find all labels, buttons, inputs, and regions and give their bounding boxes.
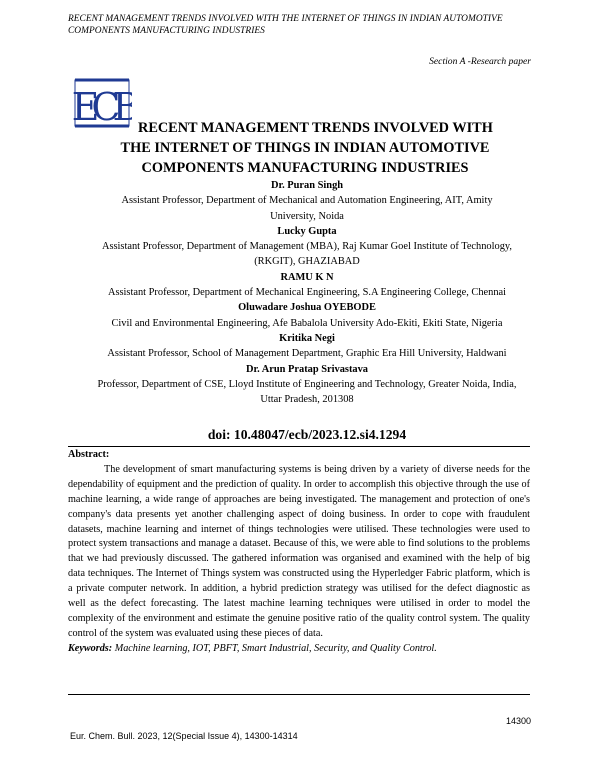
paper-title: [60, 118, 550, 178]
author-list: [60, 178, 554, 407]
author-affiliation: Assistant Professor, Department of Mechanical Engineering, S.A Engineering College, Chennai: [107, 287, 507, 299]
abstract-heading: Abstract:: [68, 449, 110, 460]
abstract-top-rule: [68, 446, 530, 447]
author-affiliation: Assistant Professor, Department of Mechanical and Automation Engineering, AIT, Amity University, Noida: [121, 195, 493, 222]
author-name: Kritika Negi: [279, 332, 335, 344]
page-number: 14300: [505, 716, 531, 726]
title-line-1: RECENT MANAGEMENT TRENDS INVOLVED WITH: [138, 120, 493, 136]
section-label: Section A -Research paper: [429, 56, 531, 67]
author-name: Dr. Arun Pratap Srivastava: [246, 363, 368, 375]
author-name: Lucky Gupta: [277, 225, 337, 237]
keywords-text: Machine learning, IOT, PBFT, Smart Industrial, Security, and Quality Control.: [114, 642, 437, 654]
abstract-body: The development of smart manufacturing systems is being driven by a variety of diverse needs for the dependability of equipment and the prediction of quality. In order to accomplish this objective through the use of machine learning, a wide range of approaches are being investigated. The management and protection of one's company's data presents yet another challenging aspect of doing business. In order to cope with fraudulent datasets, machine learning and internet of things technologies were utilised. These technologies were used to protect system transactions and manage a dataset. Because of this, we were able to find solutions to the problems that we had previously discussed. The gathered information was organised and examined with the help of big data techniques. The Internet of Things system was constructed using the Hyperledger Fabric platform, which is a private computer network. In addition, a hybrid prediction strategy was utilised for the defect diagnostic as well as the defect forecasting. The latest machine learning techniques were utilised in order to model the complexity of the environment and estimate the genuine positive ratio of the quality control system. The quality control of the system was evaluated using these pieces of data.: [68, 463, 530, 639]
title-line-2: THE INTERNET OF THINGS IN INDIAN AUTOMOTIVE: [120, 140, 490, 156]
abstract-bottom-rule: [68, 694, 530, 695]
author-name: Oluwadare Joshua OYEBODE: [238, 302, 376, 314]
citation: Eur. Chem. Bull. 2023, 12(Special Issue 4), 14300-14314: [70, 731, 298, 741]
doi: doi: 10.48047/ecb/2023.12.si4.1294: [207, 427, 407, 442]
keywords-label: Keywords:: [68, 642, 113, 654]
logo-lettering: ECB: [72, 85, 132, 129]
author-affiliation: Assistant Professor, School of Management Department, Graphic Era Hill University, Haldwani: [107, 348, 507, 360]
title-line-3: COMPONENTS MANUFACTURING INDUSTRIES: [141, 160, 469, 176]
author-affiliation: Professor, Department of CSE, Lloyd Institute of Engineering and Technology, Greater Noida, India, Uttar Pradesh, 201308: [97, 378, 517, 406]
running-head: RECENT MANAGEMENT TRENDS INVOLVED WITH THE INTERNET OF THINGS IN INDIAN AUTOMOTIVE COMPONENTS MANUFACTURING INDUSTRIES: [68, 14, 503, 36]
author-affiliation: Civil and Environmental Engineering, Afe Babalola University Ado-Ekiti, Ekiti State, Nigeria: [111, 317, 503, 329]
abstract-section: [68, 448, 530, 657]
author-name: Dr. Puran Singh: [270, 180, 344, 191]
author-name: RAMU K N: [280, 271, 334, 283]
author-affiliation: Assistant Professor, Department of Management (MBA), Raj Kumar Goel Institute of Technology, (RKGIT), GHAZIABAD: [101, 241, 513, 268]
keywords: [68, 642, 530, 657]
